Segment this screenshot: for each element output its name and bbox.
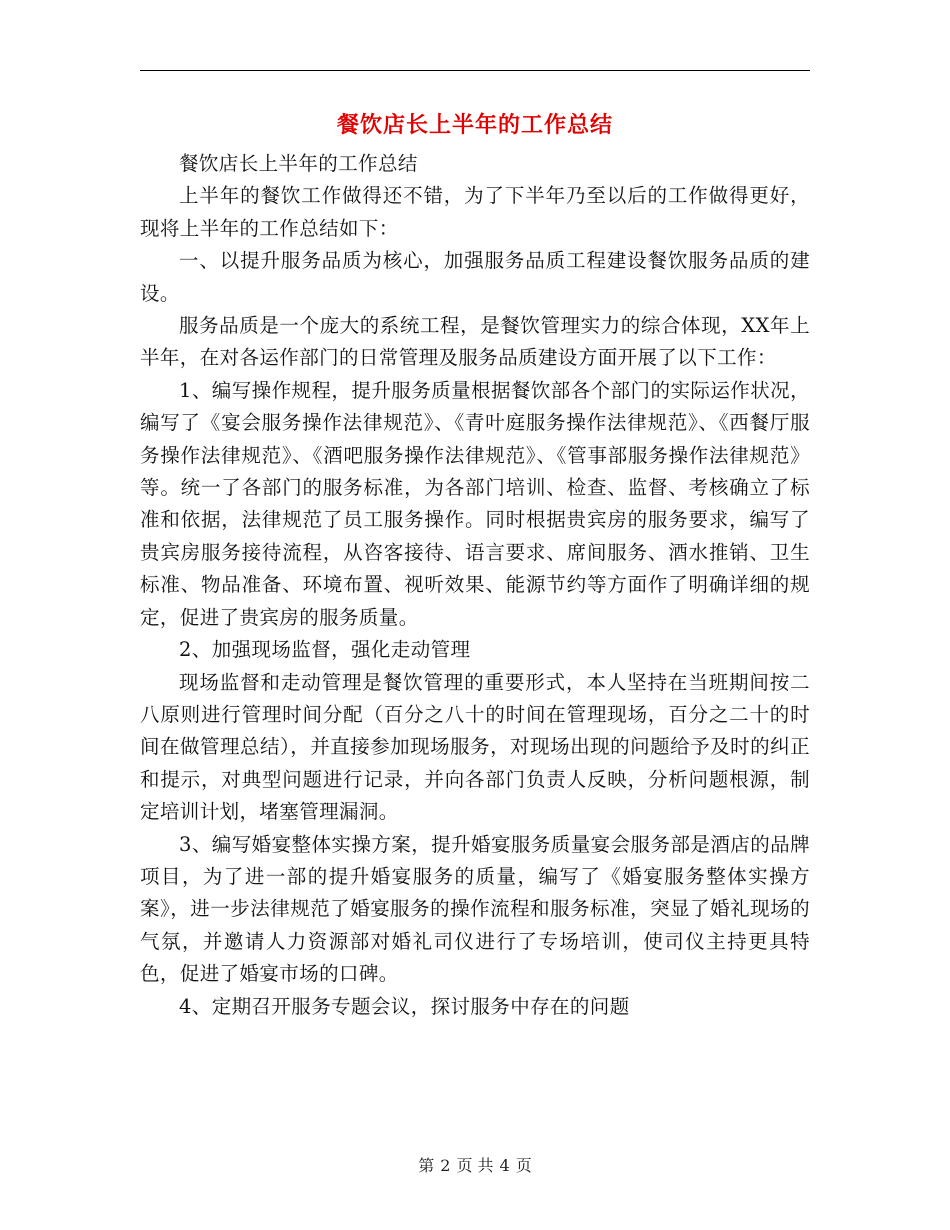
paragraph: 4、定期召开服务专题会议，探讨服务中存在的问题 <box>179 994 630 1018</box>
paragraph: 2、加强现场监督，强化走动管理 <box>179 638 471 662</box>
page-prefix: 第 <box>418 1156 435 1175</box>
paragraph: 一、以提升服务品质为核心，加强服务品质工程建设餐饮服务品质的建设。 <box>140 249 810 305</box>
document-title: 餐饮店长上半年的工作总结 <box>336 112 613 138</box>
paragraph: 上半年的餐饮工作做得还不错，为了下半年乃至以后的工作做得更好，现将上半年的工作总结如下： <box>140 184 810 240</box>
paragraph: 餐饮店长上半年的工作总结 <box>179 152 418 175</box>
page-suffix: 页 <box>515 1156 532 1175</box>
paragraph: 现场监督和走动管理是餐饮管理的重要形式，本人坚持在当班期间按二八原则进行管理时间分配（百分之八十的时间在管理现场，百分之二十的时间在做管理总结），并直接参加现场服务，对现场出现的问题给予及时的纠正和提示，对典型问题进行记录，并向各部门负责人反映，分析问题根源，制定培训计划，堵塞管理漏洞。 <box>140 670 810 824</box>
paragraph: 1、编写操作规程，提升服务质量根据餐饮部各个部门的实际运作状况，编写了《宴会服务操作法律规范》、《青叶庭服务操作法律规范》、《西餐厅服务操作法律规范》、《酒吧服务操作法律规范》、《管事部服务操作法律规范》等。统一了各部门的服务标准，为各部门培训、检查、监督、考核确立了标准和依据，法律规范了员工服务操作。同时根据贵宾房的服务要求，编写了贵宾房服务接待流程，从咨客接待、语言要求、席间服务、酒水推销、卫生标准、物品准备、环境布置、视听效果、能源节约等方面作了明确详细的规定，促进了贵宾房的服务质量。 <box>140 378 810 629</box>
page-current: 2 <box>440 1156 451 1175</box>
page-total: 4 <box>499 1156 510 1175</box>
paragraph: 服务品质是一个庞大的系统工程，是餐饮管理实力的综合体现，XX年上半年，在对各运作部门的日常管理及服务品质建设方面开展了以下工作： <box>140 314 810 370</box>
page-mid: 页 共 <box>456 1156 494 1175</box>
paragraph: 3、编写婚宴整体实操方案，提升婚宴服务质量宴会服务部是酒店的品牌项目，为了进一部的提升婚宴服务的质量，编写了《婚宴服务整体实操方案》，进一步法律规范了婚宴服务的操作流程和服务标准，突显了婚礼现场的气氛，并邀请人力资源部对婚礼司仪进行了专场培训，使司仪主持更具特色，促进了婚宴市场的口碑。 <box>140 832 810 986</box>
page-footer <box>0 1153 950 1176</box>
header-rule <box>140 70 810 71</box>
document-body <box>140 148 810 1023</box>
